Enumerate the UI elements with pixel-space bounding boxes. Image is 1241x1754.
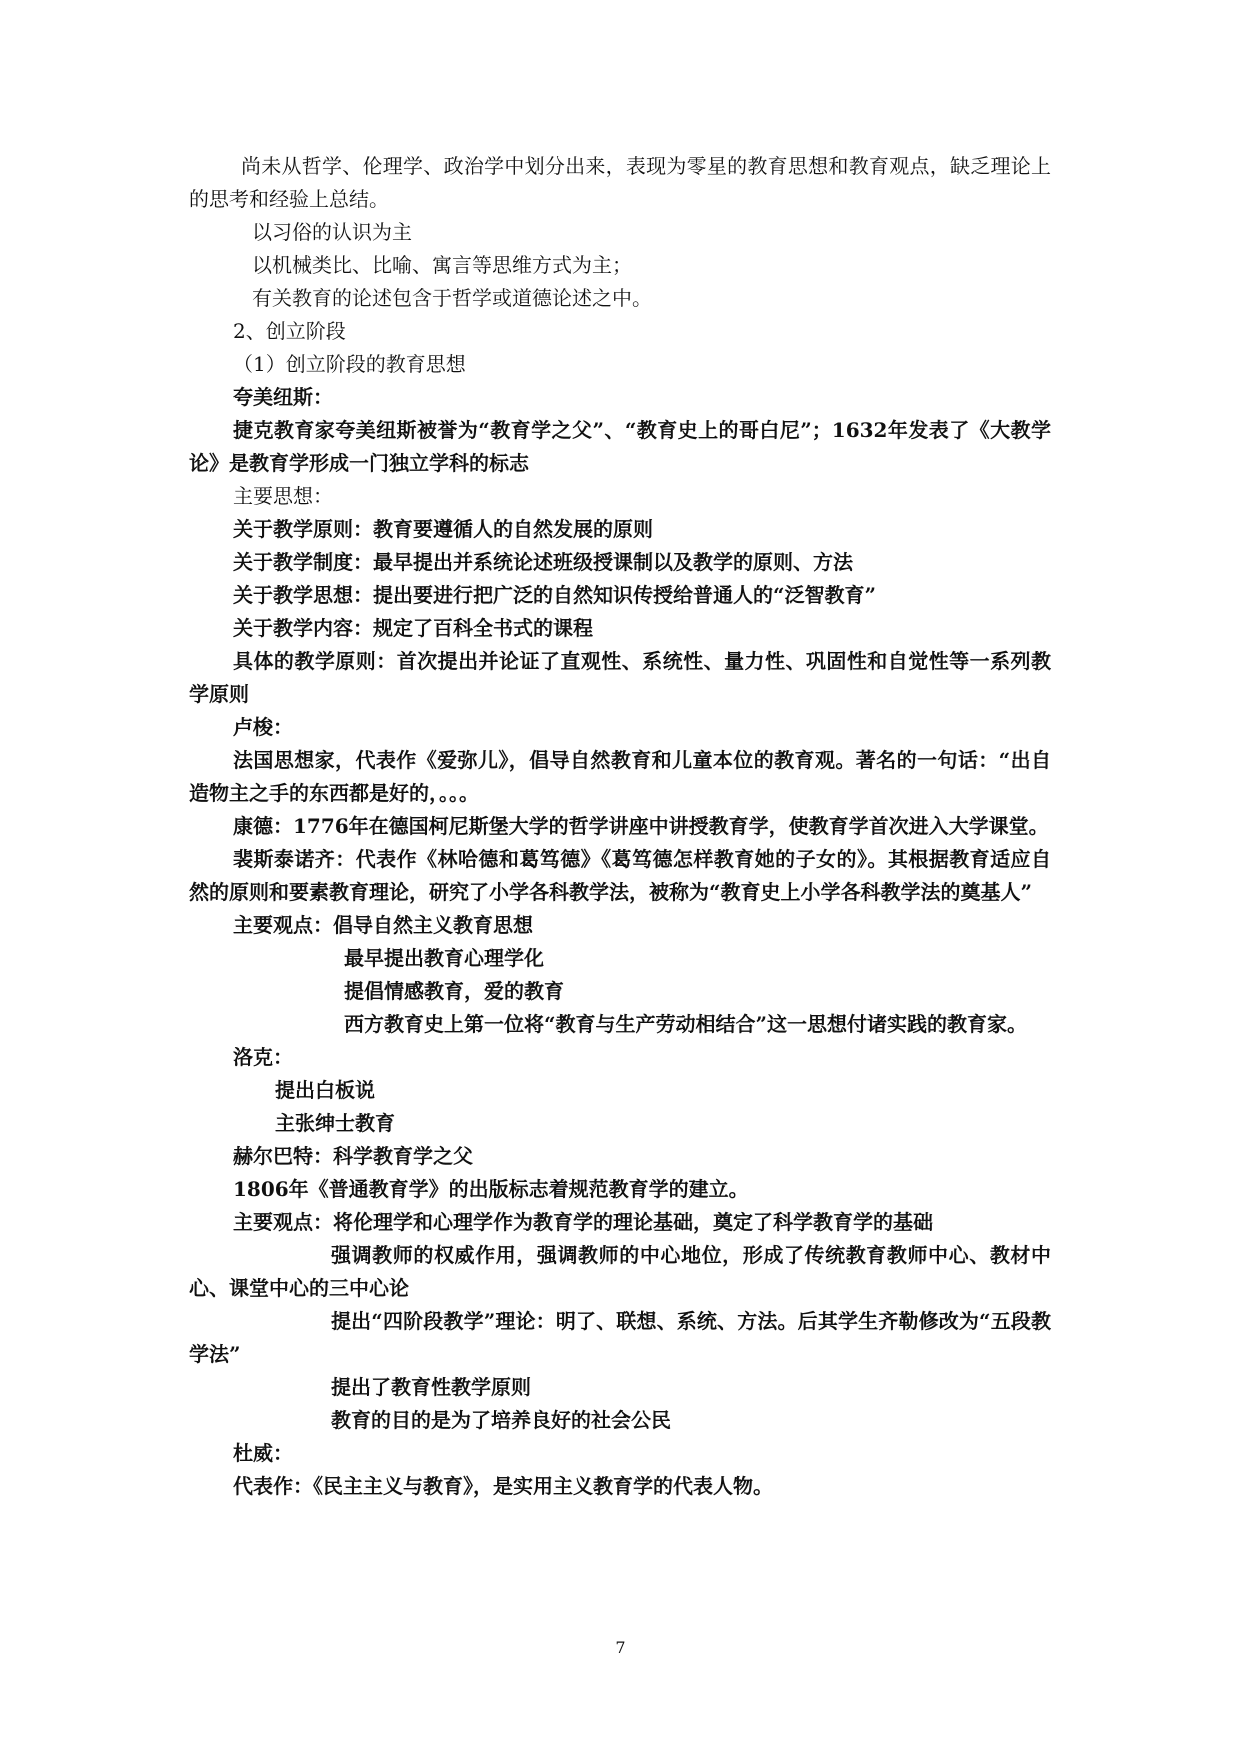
person-heading: 洛克：: [233, 1045, 293, 1069]
paragraph: 关于教学原则：教育要遵循人的自然发展的原则: [233, 517, 653, 541]
paragraph: 有关教育的论述包含于哲学或道德论述之中。: [252, 286, 652, 310]
person-heading: 卢梭：: [233, 715, 293, 739]
paragraph: 康德：1776年在德国柯尼斯堡大学的哲学讲座中讲授教育学，使教育学首次进入大学课堂。: [233, 814, 1049, 838]
paragraph: 提出“四阶段教学”理论：明了、联想、系统、方法。后其学生齐勒修改为“五段教学法”: [189, 1309, 1051, 1366]
paragraph: 提倡情感教育，爱的教育: [344, 979, 564, 1003]
paragraph: 主要观点：倡导自然主义教育思想: [233, 913, 533, 937]
paragraph: 以习俗的认识为主: [252, 220, 412, 244]
page-number: 7: [615, 1638, 626, 1657]
paragraph: 主张绅士教育: [275, 1111, 395, 1135]
paragraph: 1806年《普通教育学》的出版标志着规范教育学的建立。: [233, 1177, 749, 1201]
person-heading: 夸美纽斯：: [233, 385, 333, 409]
paragraph: 西方教育史上第一位将“教育与生产劳动相结合”这一思想付诸实践的教育家。: [344, 1012, 1028, 1036]
paragraph: 尚未从哲学、伦理学、政治学中划分出来，表现为零星的教育思想和教育观点，缺乏理论上的思考和经验上总结。: [189, 154, 1051, 211]
subsection-heading: （1）创立阶段的教育思想: [233, 352, 466, 376]
paragraph: 关于教学思想：提出要进行把广泛的自然知识传授给普通人的“泛智教育”: [233, 583, 877, 607]
paragraph: 提出了教育性教学原则: [331, 1375, 531, 1399]
paragraph: 主要思想：: [233, 484, 333, 508]
paragraph: 提出白板说: [275, 1078, 375, 1102]
paragraph: 以机械类比、比喻、寓言等思维方式为主；: [252, 253, 632, 277]
section-heading: 2、创立阶段: [233, 319, 346, 343]
body-text: [189, 150, 1051, 1503]
paragraph: 关于教学内容：规定了百科全书式的课程: [233, 616, 593, 640]
paragraph: 具体的教学原则：首次提出并论证了直观性、系统性、量力性、巩固性和自觉性等一系列教学原则: [189, 649, 1051, 706]
paragraph: 主要观点：将伦理学和心理学作为教育学的理论基础，奠定了科学教育学的基础: [233, 1210, 933, 1234]
paragraph: 裴斯泰诺齐：代表作《林哈德和葛笃德》《葛笃德怎样教育她的子女的》。其根据教育适应自然的原则和要素教育理论，研究了小学各科教学法，被称为“教育史上小学各科教学法的奠基人”: [189, 847, 1051, 904]
paragraph: 教育的目的是为了培养良好的社会公民: [331, 1408, 671, 1432]
paragraph: 代表作：《民主主义与教育》，是实用主义教育学的代表人物。: [233, 1474, 773, 1498]
paragraph: 强调教师的权威作用，强调教师的中心地位，形成了传统教育教师中心、教材中心、课堂中心的三中心论: [189, 1243, 1051, 1300]
paragraph: 捷克教育家夸美纽斯被誉为“教育学之父”、“教育史上的哥白尼”；1632年发表了《大教学论》是教育学形成一门独立学科的标志: [189, 418, 1051, 475]
paragraph: 法国思想家，代表作《爱弥儿》，倡导自然教育和儿童本位的教育观。著名的一句话：“出自造物主之手的东西都是好的，。。。: [189, 748, 1051, 805]
paragraph: 关于教学制度：最早提出并系统论述班级授课制以及教学的原则、方法: [233, 550, 853, 574]
paragraph: 赫尔巴特：科学教育学之父: [233, 1144, 473, 1168]
paragraph: 最早提出教育心理学化: [344, 946, 544, 970]
person-heading: 杜威：: [233, 1441, 293, 1465]
